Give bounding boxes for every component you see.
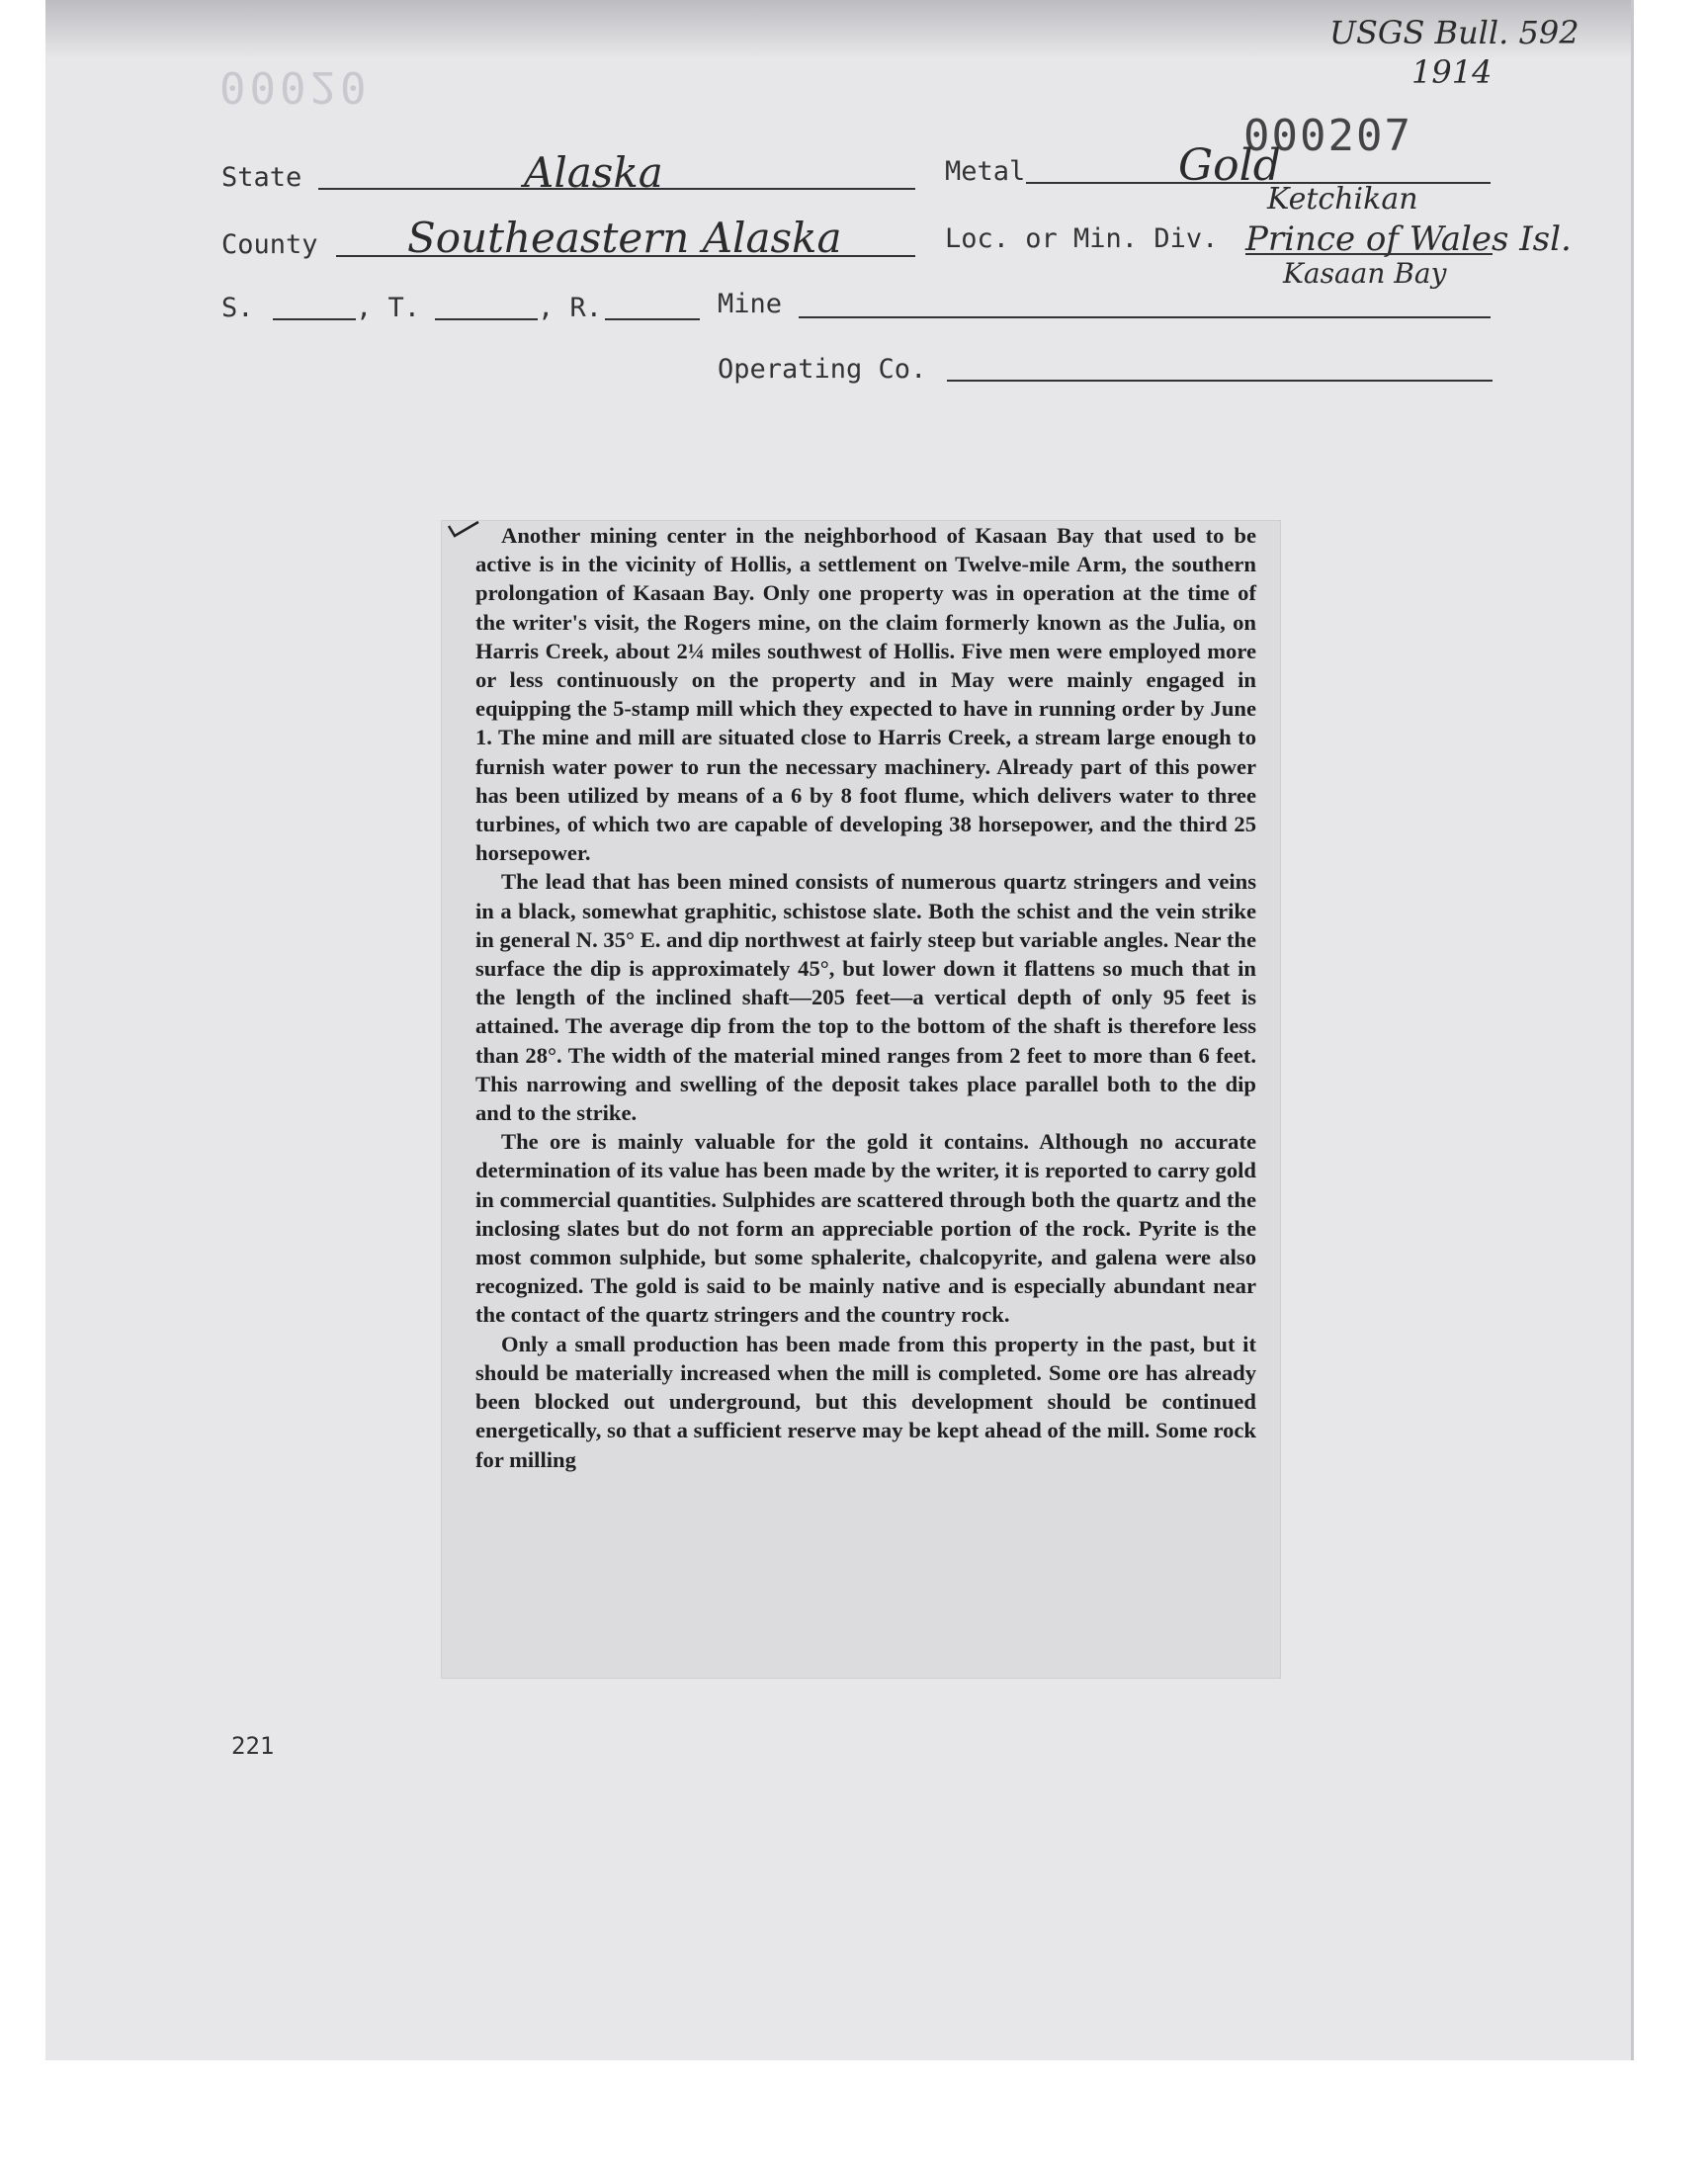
county-label: County bbox=[221, 229, 318, 260]
township-label: , T. bbox=[356, 293, 421, 323]
paragraph-2: The lead that has been mined consists of numerous quartz stringers and veins in a black, somewhat graphitic, schistose slate. Both the schist and the vein strike in general N. 35° E. and dip northwest at fairly steep but variable angles. Near the surface the dip is approximately 45°, but lower down it flattens so much that in the length of the inclined shaft—205 feet—a vertical depth of only 95 feet is attained. The average dip from the top to the bottom of the shaft is therefore less than 28°. The width of the material mined ranges from 2 feet to more than 6 feet. This narrowing and swelling of the deposit takes place parallel both to the dip and to the strike. bbox=[475, 869, 1256, 1126]
paragraph-3: The ore is mainly valuable for the gold it contains. Although no accurate determination of its value has been made by the writer, it is reported to carry gold in commercial quantities. Sulphides are scattered through both the quartz and the inclosing slates but do not form an appreciable portion of the rock. Pyrite is the most common sulphide, but some sphalerite, chalcopyrite, and galena were also recognized. The gold is said to be mainly native and is especially abundant near the contact of the quartz stringers and the country rock. bbox=[475, 1129, 1256, 1328]
section-line bbox=[273, 318, 356, 320]
clipping-body bbox=[475, 521, 1256, 1474]
metal-label: Metal bbox=[945, 156, 1026, 187]
paragraph-4: Only a small production has been made from this property in the past, but it should be materially increased when the mill is completed. Some ore has already been blocked out underground, but this development should be continued energetically, so that a sufficient reserve may be kept ahead of the mill. Some rock for milling bbox=[475, 1331, 1256, 1472]
county-value: Southeastern Alaska bbox=[407, 214, 842, 262]
loc-value-above: Ketchikan bbox=[1267, 182, 1418, 217]
operating-co-label: Operating Co. bbox=[718, 354, 927, 385]
operating-co-line bbox=[947, 380, 1493, 382]
check-mark-icon bbox=[447, 518, 480, 540]
township-line bbox=[435, 318, 538, 320]
loc-value-below: Kasaan Bay bbox=[1283, 257, 1447, 290]
metal-value: Gold bbox=[1178, 140, 1281, 191]
range-label: , R. bbox=[538, 293, 603, 323]
text-clipping bbox=[441, 520, 1281, 1679]
page-number: 221 bbox=[231, 1732, 275, 1760]
loc-value: Prince of Wales Isl. bbox=[1245, 219, 1572, 259]
paragraph-1: Another mining center in the neighborhood of Kasaan Bay that used to be active is in the vicinity of Hollis, a settlement on Twelve-mile Arm, the southern prolongation of Kasaan Bay. Only one property was in operation at the time of the writer's visit, the Rogers mine, on the claim formerly known as the Julia, on Harris Creek, about 2¼ miles southwest of Hollis. Five men were employed more or less continuously on the property and in May were mainly engaged in equipping the 5-stamp mill which they expected to have in running order by June 1. The mine and mill are situated close to Harris Creek, a stream large enough to furnish water power to run the necessary machinery. Already part of this power has been utilized by means of a 6 by 8 foot flume, which delivers water to three turbines, of which two are capable of developing 38 horsepower, and the third 25 horsepower. bbox=[475, 523, 1256, 866]
citation-note: USGS Bull. 592 bbox=[1329, 14, 1580, 51]
mine-label: Mine bbox=[718, 289, 783, 319]
state-value: Alaska bbox=[524, 148, 663, 197]
bleed-through-mark: 00020 bbox=[219, 61, 371, 112]
section-label: S. bbox=[221, 293, 254, 323]
range-line bbox=[605, 318, 700, 320]
citation-year: 1914 bbox=[1411, 53, 1493, 91]
state-label: State bbox=[221, 162, 302, 193]
mine-line bbox=[799, 316, 1491, 318]
loc-line bbox=[1245, 253, 1493, 255]
loc-label: Loc. or Min. Div. bbox=[945, 223, 1219, 254]
record-number-stamp: 000207 bbox=[1243, 111, 1412, 161]
